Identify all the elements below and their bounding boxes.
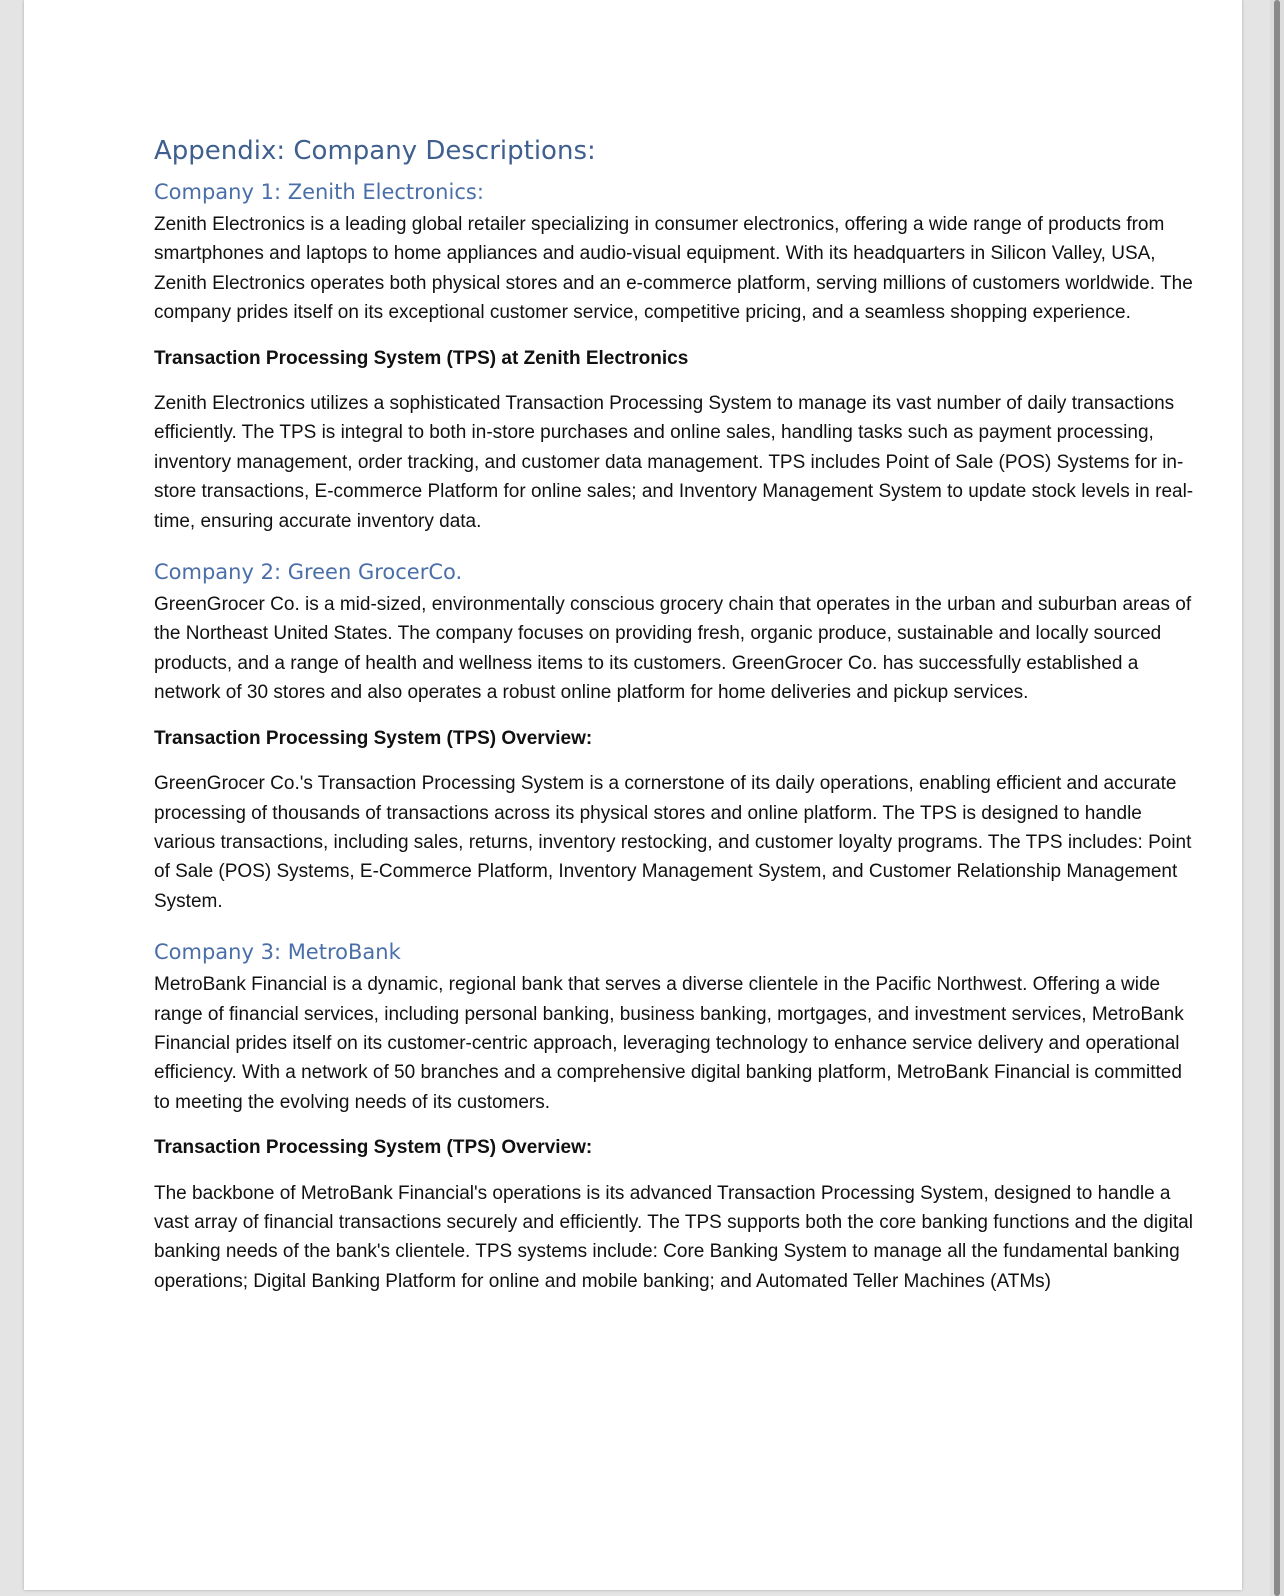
scrollbar-thumb[interactable] <box>1274 0 1280 1596</box>
section-heading-company-3: Company 3: MetroBank <box>154 940 401 965</box>
section-intro-company-2: GreenGrocer Co. is a mid-sized, environmentally conscious grocery chain that operates in the urban and suburban areas of the Northeast United States. The company focuses on providing fresh, organic produce, sustainable and locally sourced products, and a range of health and wellness items to its customers. GreenGrocer Co. has successfully established a network of 30 stores and also operates a robust online platform for home deliveries and pickup services. <box>154 594 1192 704</box>
section-subheading-company-1: Transaction Processing System (TPS) at Zenith Electronics <box>154 347 689 369</box>
section-detail-company-1: Zenith Electronics utilizes a sophisticated Transaction Processing System to manage its vast number of daily transactions efficiently. The TPS is integral to both in-store purchases and online sales, handling tasks such as payment processing, inventory management, order tracking, and customer data management. TPS includes Point of Sale (POS) Systems for in-store transactions, E-commerce Platform for online sales; and Inventory Management System to update stock levels in real-time, ensuring accurate inventory data. <box>154 393 1194 532</box>
document-page[interactable] <box>24 0 1242 1590</box>
document-content <box>154 134 1194 1312</box>
section-subheading-company-2: Transaction Processing System (TPS) Overview: <box>154 727 593 749</box>
section-detail-company-3: The backbone of MetroBank Financial's operations is its advanced Transaction Processing System, designed to handle a vast array of financial transactions securely and efficiently. The TPS supports both the core banking functions and the digital banking needs of the bank's clientele. TPS systems include: Core Banking System to manage all the fundamental banking operations; Digital Banking Platform for online and mobile banking; and Automated Teller Machines (ATMs) <box>154 1182 1193 1292</box>
section-detail-company-2: GreenGrocer Co.'s Transaction Processing System is a cornerstone of its daily operations, enabling efficient and accurate processing of thousands of transactions across its physical stores and online platform. The TPS is designed to handle various transactions, including sales, returns, inventory restocking, and customer loyalty programs. The TPS includes: Point of Sale (POS) Systems, E-Commerce Platform, Inventory Management System, and Customer Relationship Management System. <box>154 773 1192 912</box>
section-subheading-company-3: Transaction Processing System (TPS) Overview: <box>154 1137 593 1159</box>
section-intro-company-1: Zenith Electronics is a leading global retailer specializing in consumer electronics, offering a wide range of products from smartphones and laptops to home appliances and audio-visual equipment. With its headquarters in Silicon Valley, USA, Zenith Electronics operates both physical stores and an e-commerce platform, serving millions of customers worldwide. The company prides itself on its exceptional customer service, competitive pricing, and a seamless shopping experience. <box>154 214 1193 324</box>
vertical-scrollbar[interactable] <box>1270 0 1284 1596</box>
section-heading-company-1: Company 1: Zenith Electronics: <box>154 180 484 204</box>
document-title: Appendix: Company Descriptions: <box>154 136 596 166</box>
section-intro-company-3: MetroBank Financial is a dynamic, regional bank that serves a diverse clientele in the Pacific Northwest. Offering a wide range of financial services, including personal banking, business banking, mortgages, and investment services, MetroBank Financial prides itself on its customer-centric approach, leveraging technology to enhance service delivery and operational efficiency. With a network of 50 branches and a comprehensive digital banking platform, MetroBank Financial is committed to meeting the evolving needs of its customers. <box>154 974 1184 1113</box>
section-heading-company-2: Company 2: Green GrocerCo. <box>154 560 463 585</box>
